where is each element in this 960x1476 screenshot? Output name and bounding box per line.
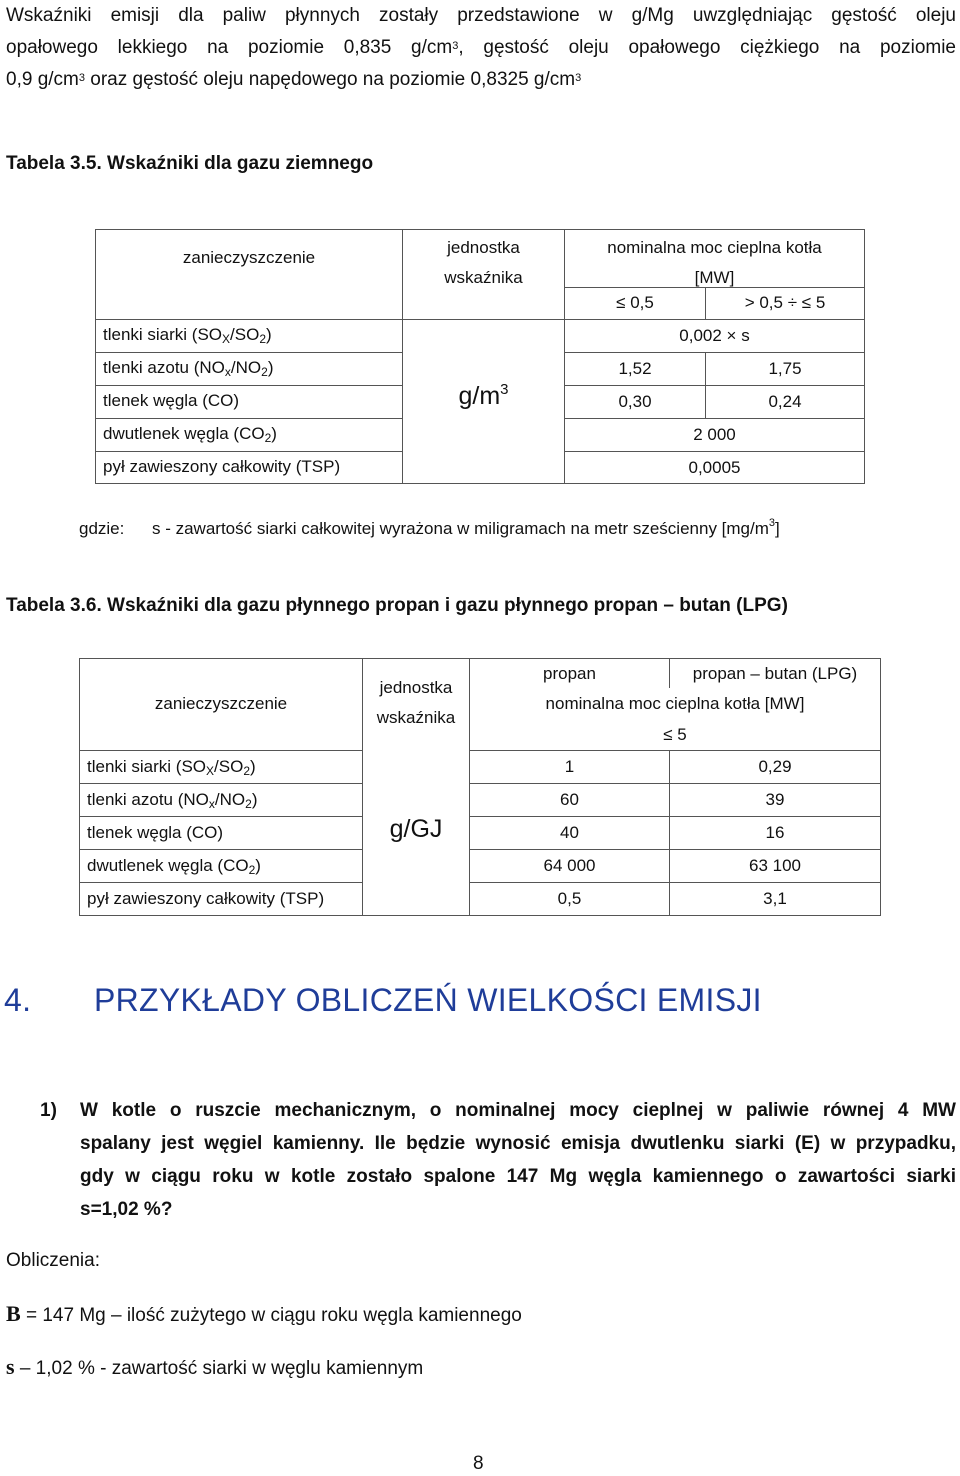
intro-paragraph — [6, 0, 956, 96]
t35-header-unit: jednostka wskaźnika — [444, 238, 523, 287]
t35-row-nox-name: tlenki azotu (NOx/NO2) — [103, 358, 274, 379]
t36-row-sox-v1: 1 — [564, 757, 575, 776]
t36-row-sox-name: tlenki siarki (SOX/SO2) — [87, 757, 256, 778]
t35-row-tsp-name: pył zawieszony całkowity (TSP) — [103, 457, 341, 476]
t35-row-nox-v2: 1,75 — [768, 359, 802, 378]
t35-header-pollutant: zanieczyszczenie — [182, 248, 316, 267]
t35-row-sox-name: tlenki siarki (SOX/SO2) — [103, 325, 272, 346]
t36-row-nox-v1: 60 — [560, 790, 579, 809]
t35-row-sox-value: 0,002 × s — [679, 326, 750, 345]
section-title: PRZYKŁADY OBLICZEŃ WIELKOŚCI EMISJI — [94, 982, 762, 1018]
t36-header-unit: jednostka wskaźnika — [376, 678, 456, 727]
t35-unit-value: $g/m^3$ — [458, 381, 509, 410]
t35-row-co2-name: dwutlenek węgla (CO2) — [103, 424, 277, 445]
b-symbol: B — [6, 1301, 21, 1326]
t36-row-tsp-v2: 3,1 — [763, 889, 787, 908]
t35-note-text: s - zawartość siarki całkowitej wyrażona w miligramach na metr sześcienny $[mg/m^3]$ — [152, 517, 780, 538]
task-text: W kotle o ruszcie mechanicznym, o nominalnej mocy cieplnej w paliwie równej 4 MW spalany jest węgiel kamienny. Ile będzie wynosić emisja dwutlenku siarki (E) w przypadku, gdy w ciągu roku w kotle zostało spalone 147 Mg węgla kamiennego o zawartości siarki s=1,02 %? — [80, 1100, 956, 1220]
intro-line-1: Wskaźniki emisji dla paliw płynnych zostały przedstawione w g/Mg uwzględniając gęstość oleju — [6, 5, 956, 26]
t36-row-tsp-v1: 0,5 — [557, 889, 582, 908]
t36-row-co-v1: 40 — [560, 823, 579, 842]
t36-header-limit: ≤ 5 — [663, 725, 687, 744]
t36-row-nox-v2: 39 — [765, 790, 785, 809]
calc-b-line: B = 147 Mg – ilość zużytego w ciągu roku węgla kamiennego — [6, 1301, 522, 1326]
t36-row-nox-name: tlenki azotu (NOx/NO2) — [87, 790, 258, 811]
t36-row-sox-v2: 0,29 — [758, 757, 792, 776]
t36-row-co2-v1: 64 000 — [543, 856, 596, 875]
t35-row-co-name: tlenek węgla (CO) — [103, 391, 240, 410]
t36-row-co2-name: dwutlenek węgla (CO2) — [87, 856, 261, 877]
t36-row-co-name: tlenek węgla (CO) — [87, 823, 224, 842]
t35-row-nox-v1: 1,52 — [618, 359, 652, 378]
t35-subheader-le-0-5: ≤ 0,5 — [616, 293, 654, 312]
t36-header-power: nominalna moc cieplna kotła [MW] — [545, 694, 805, 713]
t35-header-power: nominalna moc cieplna kotła [MW] — [607, 238, 822, 287]
t36-row-co-v2: 16 — [765, 823, 785, 842]
table-3-6-caption: Tabela 3.6. Wskaźniki dla gazu płynnego propan i gazu płynnego propan – butan (LPG) — [6, 595, 788, 616]
t35-subheader-gt-0-5: > 0,5 ÷ ≤ 5 — [744, 293, 826, 312]
t36-row-tsp-name: pył zawieszony całkowity (TSP) — [87, 889, 325, 908]
t36-header-propan: propan — [543, 664, 596, 683]
t35-row-co2-value: 2 000 — [693, 425, 736, 444]
t36-header-lpg: propan – butan (LPG) — [692, 664, 858, 683]
section-number: 4. — [4, 982, 32, 1018]
task-number: 1) — [40, 1100, 57, 1121]
intro-line-2: opałowego lekkiego na poziomie 0,835 $g/cm^3$, gęstość oleju opałowego ciężkiego na poziomie — [6, 37, 957, 58]
intro-line-3: 0,9 $g/cm^3$ oraz gęstość oleju napędowego na poziomie 0,8325 $g/cm^3$ — [6, 69, 582, 90]
section-heading — [4, 982, 762, 1019]
t35-row-co-v2: 0,24 — [768, 392, 802, 411]
t35-note-label: gdzie: — [79, 519, 125, 538]
t36-row-co2-v2: 63 100 — [749, 856, 801, 875]
t35-row-co-v1: 0,30 — [618, 392, 652, 411]
s-symbol: s — [6, 1354, 15, 1379]
t35-row-tsp-value: 0,0005 — [688, 458, 741, 477]
calc-label: Obliczenia: — [6, 1250, 100, 1271]
t36-header-pollutant: zanieczyszczenie — [154, 694, 288, 713]
page-number: 8 — [473, 1453, 484, 1474]
t36-unit-value: g/GJ — [389, 815, 443, 843]
table-3-5-caption: Tabela 3.5. Wskaźniki dla gazu ziemnego — [6, 153, 374, 174]
calc-s-line: s – 1,02 % - zawartość siarki w węglu kamiennym — [6, 1354, 424, 1379]
